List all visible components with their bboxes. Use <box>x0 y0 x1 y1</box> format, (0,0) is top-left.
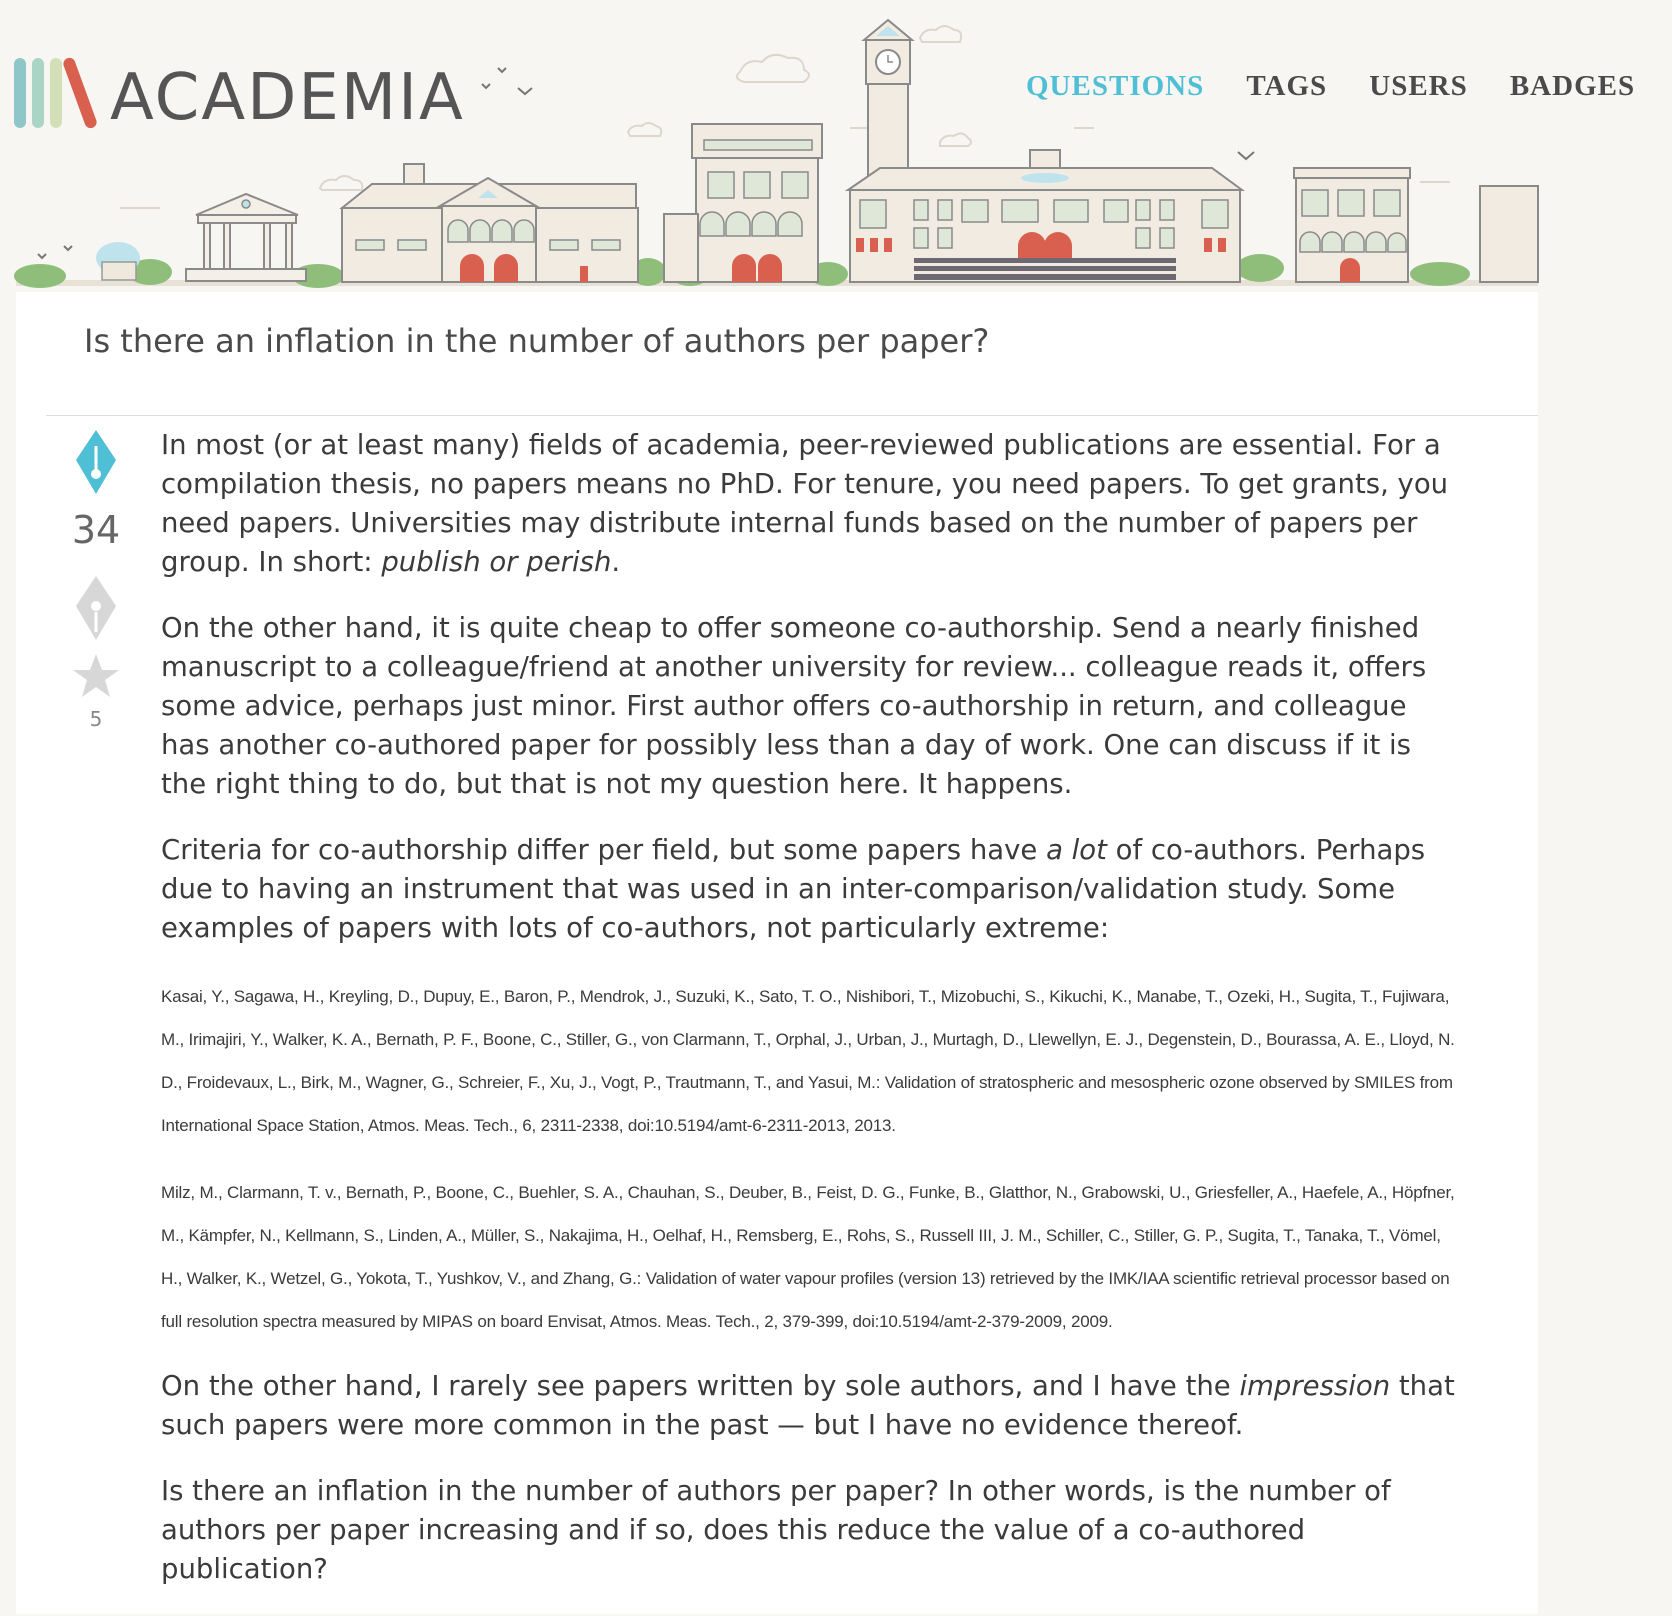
question-title[interactable]: Is there an inflation in the number of authors per paper? <box>84 322 990 360</box>
reference-2: Milz, M., Clarmann, T. v., Bernath, P., Boone, C., Buehler, S. A., Chauhan, S., Deuber, B., Feist, D. G., Funke, B., Glatthor, N., Grabowski, U., Griesfeller, A., Haefele, A., Höpfner, M., Kämpfer, N., Kellmann, S., Linden, A., Müller, S., Nakajima, H., Oelhaf, H., Remsberg, E., Rohs, S., Russell III, J. M., Schiller, C., Stiller, G. P., Sugita, T., Tanaka, T., Vömel, H., Walker, K., Wetzel, G., Yokota, T., Yushkov, V., and Zhang, G.: Validation of water vapour profiles (version 13) retrieved by the IMK/IAA scientific retrieval processor based on full resolution spectra measured by MIPAS on board Envisat, Atmos. Meas. Tech., 2, 379-399, doi:10.5194/amt-2-379-2009, 2009. <box>161 1183 1455 1331</box>
paragraph-1 <box>161 426 1461 582</box>
vote-count: 34 <box>71 508 121 552</box>
campus-illustration <box>0 0 1538 292</box>
paragraph-3-text-b: of co-authors. Perhaps due to having an instrument that was used in an inter-comparison/validation study. Some examples of papers with lots of co-authors, not particularly extreme: <box>161 834 1426 944</box>
nav-badges[interactable]: BADGES <box>1509 70 1636 102</box>
favorite-star-icon[interactable] <box>66 652 126 700</box>
academia-logo-icon[interactable] <box>14 58 104 132</box>
paragraph-1-text: In most (or at least many) fields of academia, peer-reviewed publications are essential. For a compilation thesis, no papers means no PhD. For tenure, you need papers. To get grants, you need papers. Universities may distribute internal funds based on the number of papers per group. In short: <box>161 429 1449 578</box>
site-logo-text[interactable]: ACADEMIA <box>110 61 465 135</box>
downvote-icon[interactable] <box>66 576 126 640</box>
paragraph-1-end: . <box>611 546 621 578</box>
paragraph-3 <box>161 831 1461 948</box>
paragraph-4 <box>161 1367 1461 1445</box>
reference-1: Kasai, Y., Sagawa, H., Kreyling, D., Dupuy, E., Baron, P., Mendrok, J., Suzuki, K., Sato, T. O., Nishibori, T., Mizobuchi, S., Kikuchi, K., Manabe, T., Ozeki, H., Sugita, T., Fujiwara, M., Irimajiri, Y., Walker, K. A., Bernath, P. F., Boone, C., Stiller, G., von Clarmann, T., Orphal, J., Urban, J., Murtagh, D., Llewellyn, E. J., Degenstein, D., Bourassa, A. E., Lloyd, N. D., Froidevaux, L., Birk, M., Wagner, G., Schreier, F., Xu, J., Vogt, P., Trautmann, T., and Yasui, M.: Validation of stratospheric and mesospheric ozone observed by SMILES from International Space Station, Atmos. Meas. Tech., 6, 2311-2338, doi:10.5194/amt-6-2311-2013, 2013. <box>161 987 1455 1135</box>
paragraph-3-emphasis: a lot <box>1046 834 1107 866</box>
paragraph-4-text-a: On the other hand, I rarely see papers written by sole authors, and I have the <box>161 1370 1240 1402</box>
nav-tags[interactable]: TAGS <box>1246 70 1328 102</box>
top-navigation <box>1026 70 1672 103</box>
site-header <box>0 0 1636 292</box>
question-body <box>161 426 1461 1616</box>
paragraph-4-emphasis: impression <box>1239 1370 1391 1402</box>
title-divider <box>46 415 1538 416</box>
favorite-count: 5 <box>89 707 103 731</box>
upvote-icon[interactable] <box>66 430 126 494</box>
paragraph-4-text-b: that such papers were more common in the past — but I have no evidence thereof. <box>161 1370 1455 1441</box>
nav-questions[interactable]: QUESTIONS <box>1026 70 1205 102</box>
main-content <box>16 292 1538 1614</box>
paragraph-3-text-a: Criteria for co-authorship differ per field, but some papers have <box>161 834 1047 866</box>
paragraph-2: On the other hand, it is quite cheap to offer someone co-authorship. Send a nearly finished manuscript to a colleague/friend at another university for review... colleague reads it, offers some advice, perhaps just minor. First author offers co-authorship in return, and colleague has another co-authored paper for possibly less than a day of work. One can discuss if it is the right thing to do, but that is not my question here. It happens. <box>161 612 1427 800</box>
paragraph-5: Is there an inflation in the number of authors per paper? In other words, is the number of authors per paper increasing and if so, does this reduce the value of a co-authored publication? <box>161 1475 1391 1585</box>
nav-users[interactable]: USERS <box>1369 70 1468 102</box>
paragraph-1-emphasis: publish or perish <box>381 546 612 578</box>
